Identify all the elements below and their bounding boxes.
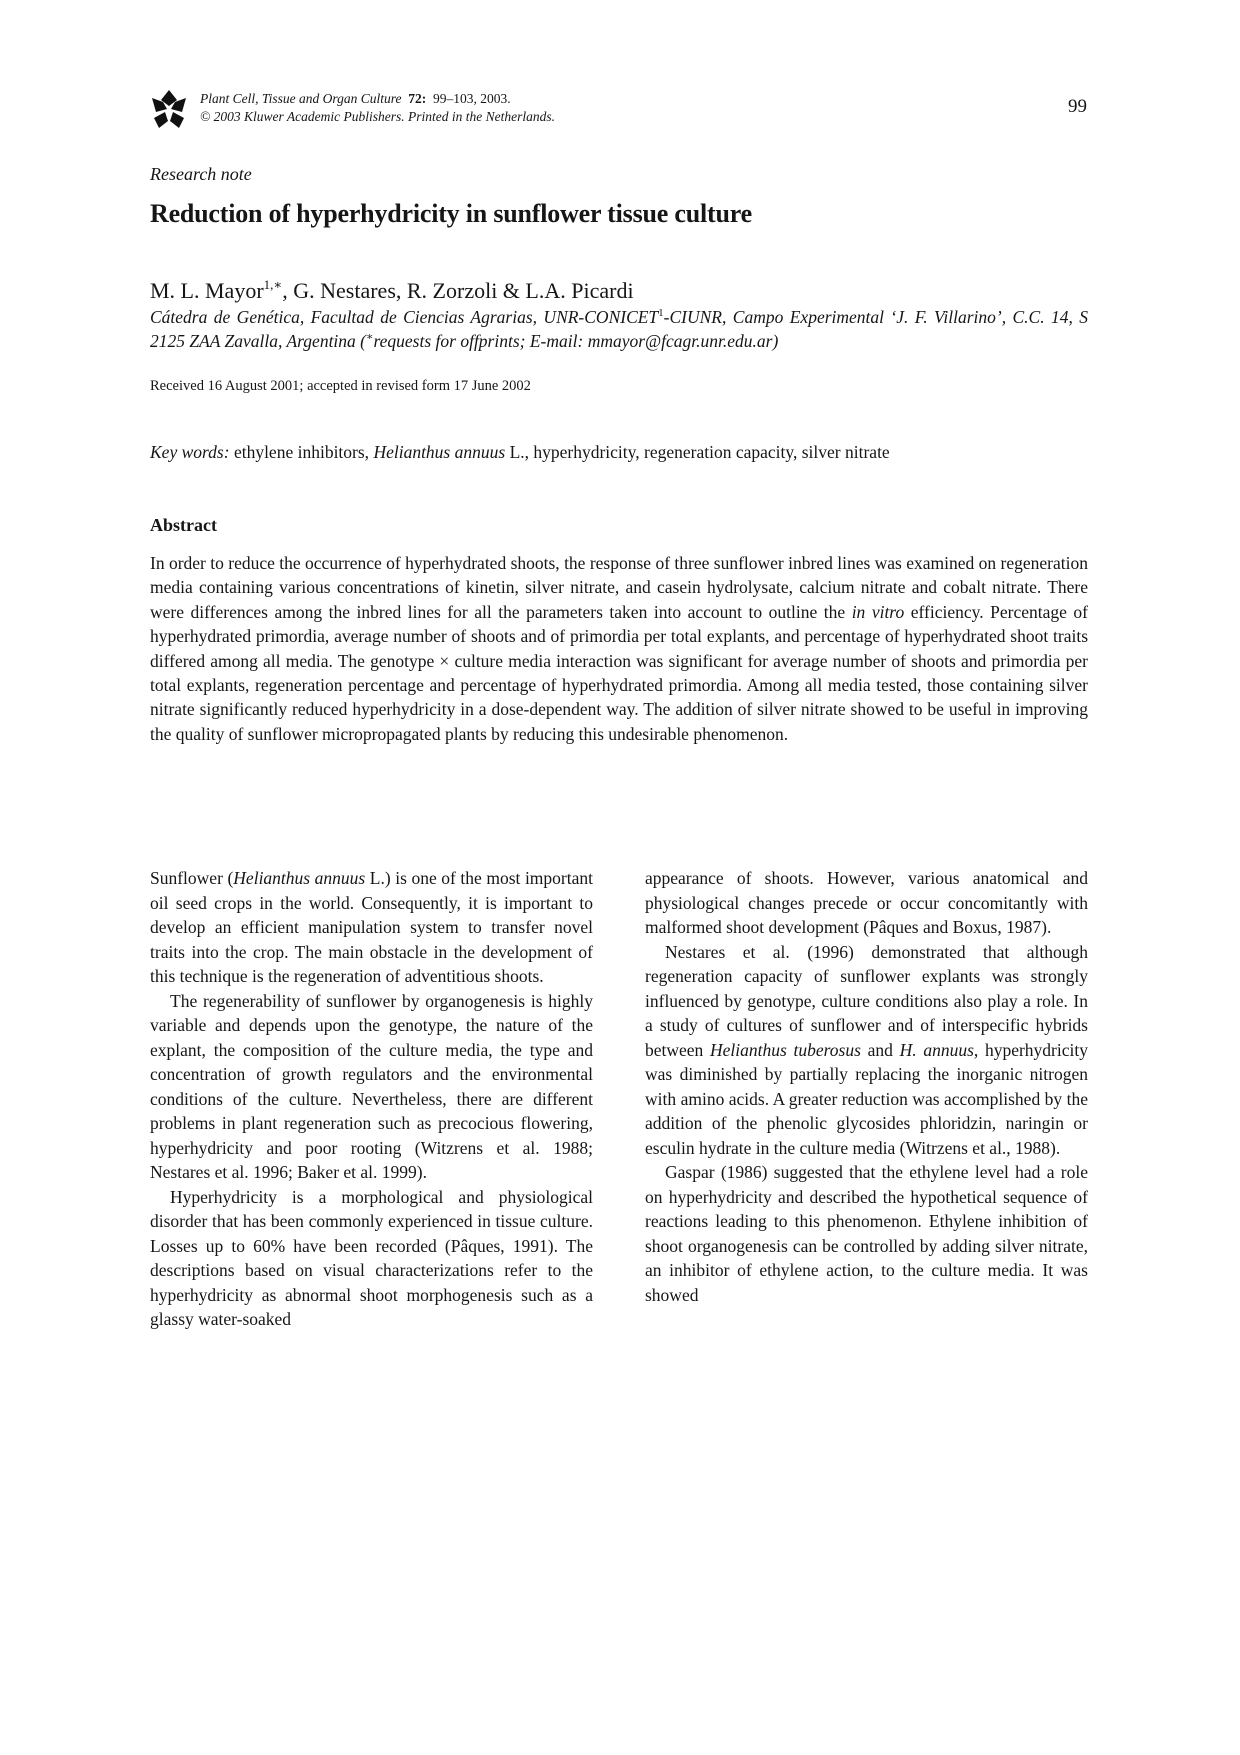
text: , hyperhydricity was diminished by partially replacing the inorganic nitrogen with amino acids. A greater reduction was accomplished by the addition of the phenolic glycosides phloridzin, naringin or esculin hydrate in the culture media (Witrzens et al., 1988).	[645, 1039, 1088, 1158]
correspondence-note: requests for offprints; E-mail: mmayor@fcagr.unr.edu.ar)	[373, 331, 779, 351]
journal-volume: 72:	[408, 91, 427, 106]
keywords-text-rest: L., hyperhydricity, regeneration capacity, silver nitrate	[505, 442, 890, 462]
text: Sunflower (	[150, 868, 234, 888]
keywords	[150, 442, 890, 463]
affiliation-address: -CIUNR, Campo Experimental ‘J. F. Villarino’, C.C. 14, S 2125 ZAA Zavalla, Argentina (	[150, 307, 1088, 351]
article-title: Reduction of hyperhydricity in sunflower tissue culture	[150, 199, 752, 228]
author-marks: 1,∗	[263, 277, 283, 292]
affiliation-mark: 1	[658, 307, 664, 319]
affiliation	[150, 305, 1088, 353]
body-column-right	[645, 866, 1088, 1307]
abstract-heading: Abstract	[150, 515, 217, 535]
affiliation-text: Cátedra de Genética, Facultad de Ciencias Agrarias, UNR-CONICET	[150, 307, 659, 327]
keywords-text: ethylene inhibitors,	[229, 442, 374, 462]
journal-name: Plant Cell, Tissue and Organ Culture	[200, 91, 402, 106]
first-author: M. L. Mayor	[150, 278, 264, 303]
body-paragraph: appearance of shoots. However, various anatomical and physiological changes precede or occur concomitantly with malformed shoot development (Pâques and Boxus, 1987).	[645, 868, 1088, 937]
body-paragraph	[645, 940, 1088, 1161]
body-paragraph: Hyperhydricity is a morphological and physiological disorder that has been commonly experienced in tissue culture. Losses up to 60% have been recorded (Pâques, 1991). The descriptions based on visual characterizations refer to the hyperhydricity as abnormal shoot morphogenesis such as a glassy water-soaked	[150, 1186, 593, 1329]
publisher-logo-icon	[150, 88, 188, 130]
journal-pages: 99–103, 2003.	[433, 91, 511, 106]
copyright-line: © 2003 Kluwer Academic Publishers. Printed in the Netherlands.	[200, 109, 555, 124]
body-column-left	[150, 866, 593, 1332]
species-name: Helianthus annuus	[233, 868, 366, 888]
other-authors: , G. Nestares, R. Zorzoli & L.A. Picardi	[282, 278, 634, 303]
abstract-text	[150, 551, 1088, 746]
journal-citation	[200, 90, 555, 126]
author-list	[150, 278, 634, 304]
text: Nestares et al. (1996) demonstrated that although regeneration capacity of sunflower explants was strongly influenced by genotype, culture conditions also play a role. In a study of cultures of sunflower and of interspecific hybrids between	[645, 941, 1088, 1060]
abstract-part: efficiency. Percentage of hyperhydrated primordia, average number of shoots and of primordia per total explants, and percentage of hyperhydrated shoot traits differed among all media. The genotype × culture media interaction was significant for average number of shoots and primordia per total explants, regeneration percentage and percentage of hyperhydrated primordia. Among all media tested, those containing silver nitrate significantly reduced hyperhydricity in a dose-dependent way. The addition of silver nitrate showed to be useful in improving the quality of sunflower micropropagated plants by reducing this undesirable phenomenon.	[150, 601, 1089, 744]
body-paragraph: The regenerability of sunflower by organogenesis is highly variable and depends upon the genotype, the nature of the explant, the composition of the culture media, the type and concentration of growth regulators and the environmental conditions of the culture. Nevertheless, there are different problems in plant regeneration such as precocious flowering, hyperhydricity and poor rooting (Witzrens et al. 1988; Nestares et al. 1996; Baker et al. 1999).	[150, 990, 593, 1182]
page-number: 99	[1068, 96, 1087, 117]
text: L.) is one of the most important oil seed crops in the world. Consequently, it is important to develop an efficient manipulation system to transfer novel traits into the crop. The main obstacle in the development of this technique is the regeneration of adventitious shoots.	[150, 868, 593, 986]
species-name: H. annuus	[899, 1039, 974, 1060]
correspondence-mark: ∗	[366, 331, 374, 343]
body-paragraph	[150, 866, 593, 989]
species-name: Helianthus tuberosus	[710, 1039, 861, 1060]
abstract-italic: in vitro	[851, 601, 905, 622]
section-label: Research note	[150, 164, 252, 184]
keywords-species: Helianthus annuus	[373, 442, 506, 462]
keywords-label: Key words:	[150, 442, 230, 462]
received-dates: Received 16 August 2001; accepted in revised form 17 June 2002	[150, 378, 531, 394]
abstract-part: In order to reduce the occurrence of hyperhydrated shoots, the response of three sunflower inbred lines was examined on regeneration media containing various concentrations of kinetin, silver nitrate, and casein hydrolysate, calcium nitrate and cobalt nitrate. There were differences among the inbred lines for all the parameters taken into account to outline the	[150, 553, 1088, 622]
body-paragraph: Gaspar (1986) suggested that the ethylene level had a role on hyperhydricity and described the hypothetical sequence of reactions leading to this phenomenon. Ethylene inhibition of shoot organogenesis can be controlled by adding silver nitrate, an inhibitor of ethylene action, to the culture media. It was showed	[645, 1162, 1088, 1305]
journal-line	[200, 90, 555, 108]
text: and	[860, 1039, 900, 1060]
